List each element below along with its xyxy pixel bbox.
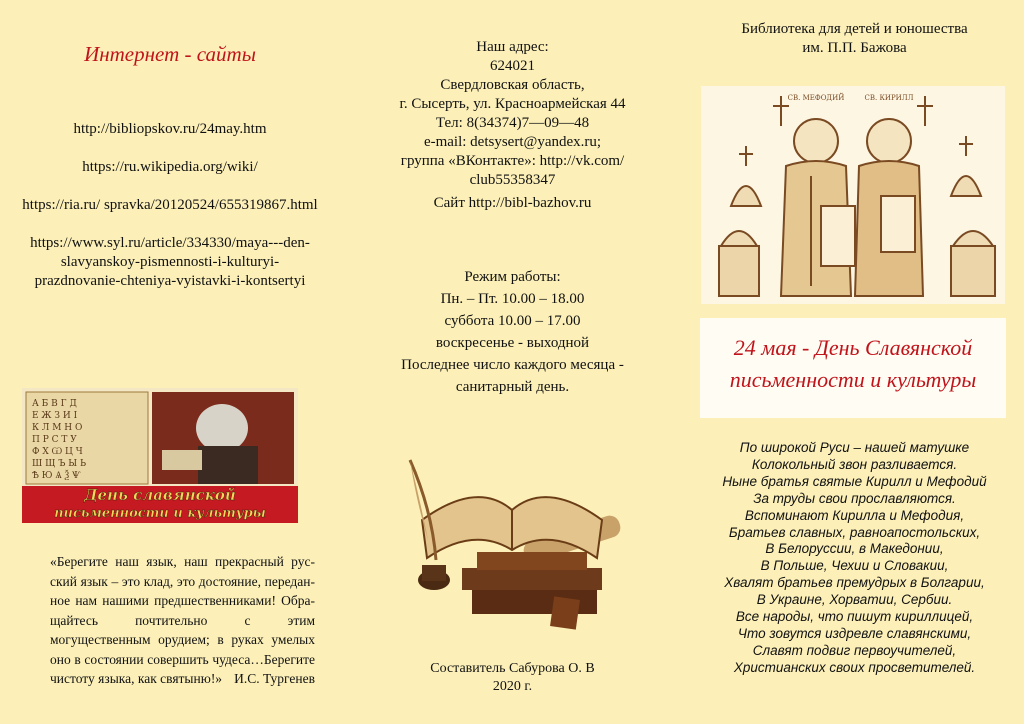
- right-panel: [685, 0, 1024, 724]
- hours-saturday: суббота 10.00 – 17.00: [444, 313, 581, 329]
- svg-text:А Б В Г Д: А Б В Г Д: [32, 399, 77, 409]
- poem-line: В Белоруссии, в Македонии,: [765, 541, 944, 557]
- poem-line: Ныне братья святые Кирилл и Мефодий: [722, 473, 987, 489]
- hours-weekdays: Пн. – Пт. 10.00 – 18.00: [440, 291, 585, 307]
- saints-cyril-methodius-image: [701, 86, 1005, 304]
- svg-text:К Л М Н О: К Л М Н О: [32, 423, 83, 433]
- poem-line: Все народы, что пишут кириллицей,: [735, 609, 974, 625]
- link-bibliopskov[interactable]: http://bibliopskov.ru/24may.htm: [73, 121, 267, 137]
- links-title: Интернет - сайты: [84, 42, 256, 66]
- image-caption-2: письменности и культуры: [54, 506, 266, 521]
- postal-code: 624021: [490, 58, 535, 74]
- links-list: [20, 120, 320, 310]
- library-line-2: им. П.П. Бажова: [802, 40, 907, 56]
- poem: [685, 440, 1024, 677]
- poem-line: Что зовутся издревле славянскими,: [737, 625, 972, 641]
- poem-line: В Украине, Хорватии, Сербии.: [756, 592, 953, 608]
- link-wikipedia[interactable]: https://ru.wikipedia.org/wiki/: [82, 159, 258, 175]
- poem-line: По широкой Руси – нашей матушке: [739, 440, 970, 455]
- sanitary-day-2: санитарный день.: [455, 379, 570, 395]
- main-title-line-2: письменности и культуры: [729, 367, 977, 392]
- saint-label-left: СВ. МЕФОДИЙ: [787, 94, 845, 102]
- middle-panel: [340, 0, 685, 724]
- email[interactable]: e-mail: detsysert@yandex.ru;: [423, 134, 602, 150]
- turgenev-quote: [50, 552, 315, 689]
- library-name: [685, 20, 1024, 58]
- working-hours: [340, 266, 685, 398]
- vk-group[interactable]: группа «ВКонтакте»: http://vk.com/: [400, 153, 625, 169]
- website[interactable]: Сайт http://bibl-bazhov.ru: [433, 195, 592, 211]
- vk-club[interactable]: club55358347: [469, 172, 556, 188]
- phone: Тел: 8(34374)7—09—48: [435, 115, 590, 131]
- image-caption-1: День славянской: [84, 486, 236, 504]
- poem-line: В Польше, Чехии и Словакии,: [760, 558, 949, 574]
- region: Свердловская область,: [440, 77, 585, 93]
- quote-text: «Берегите наш язык, наш прекрасный русский язык – это клад, это достояние, переданное нам нашими предшественниками! Обращайтесь почтительно с этим могущественным орудием; в руках умелых оно в состоянии совершить чудеса…Берегите чистоту языка, как святыню!»: [50, 554, 315, 686]
- left-panel: [0, 0, 340, 724]
- link-syl[interactable]: https://www.syl.ru/article/334330/maya---den-slavyanskoy-pismennosti-i-kulturyi-prazdnovanie-chteniya-vyistavki-i-kontsertyi: [30, 235, 310, 289]
- hours-heading: Режим работы:: [464, 269, 561, 285]
- compiler-block: [340, 660, 685, 696]
- street: г. Сысерть, ул. Красноармейская 44: [399, 96, 626, 112]
- poem-line: Христианских своих просветителей.: [733, 659, 976, 675]
- main-title-line-1: 24 мая - День Славянской: [733, 335, 973, 360]
- old-book-image: [392, 440, 632, 630]
- year: 2020 г.: [492, 679, 533, 694]
- address-block: [340, 38, 685, 213]
- saint-label-right: СВ. КИРИЛЛ: [864, 94, 914, 102]
- hours-sunday: воскресенье - выходной: [435, 335, 590, 351]
- quote-author: И.С. Тургенев: [234, 671, 315, 686]
- compiler-name: Составитель Сабурова О. В: [430, 661, 595, 676]
- main-title: [700, 332, 1006, 396]
- main-title-box: [700, 318, 1006, 418]
- poem-line: Хвалят братьев премудрых в Болгарии,: [724, 575, 985, 591]
- svg-text:П Р С Т У: П Р С Т У: [32, 435, 77, 445]
- poem-line: За труды свои прославляются.: [753, 490, 956, 506]
- poem-line: Славят подвиг первоучителей,: [752, 642, 957, 658]
- library-line-1: Библиотека для детей и юношества: [741, 21, 968, 37]
- poem-line: Колокольный звон разливается.: [751, 456, 958, 472]
- poem-line: Вспоминают Кирилла и Мефодия,: [744, 507, 965, 523]
- svg-text:Ф Х Ѡ Ц Ч: Ф Х Ѡ Ц Ч: [32, 447, 83, 457]
- svg-text:Ш Щ Ъ Ы Ь: Ш Щ Ъ Ы Ь: [32, 459, 87, 469]
- link-ria[interactable]: https://ria.ru/ spravka/20120524/655319867.html: [22, 197, 318, 213]
- poem-line: Братьев славных, равноапостольских,: [728, 524, 981, 540]
- address-heading: Наш адрес:: [476, 39, 549, 55]
- svg-text:Е Ж З И І: Е Ж З И І: [32, 411, 78, 421]
- alphabet-image: [22, 388, 298, 523]
- svg-text:Ѣ Ю Ѧ Ѯ Ѱ: Ѣ Ю Ѧ Ѯ Ѱ: [32, 471, 81, 481]
- sanitary-day-1: Последнее число каждого месяца -: [401, 357, 624, 373]
